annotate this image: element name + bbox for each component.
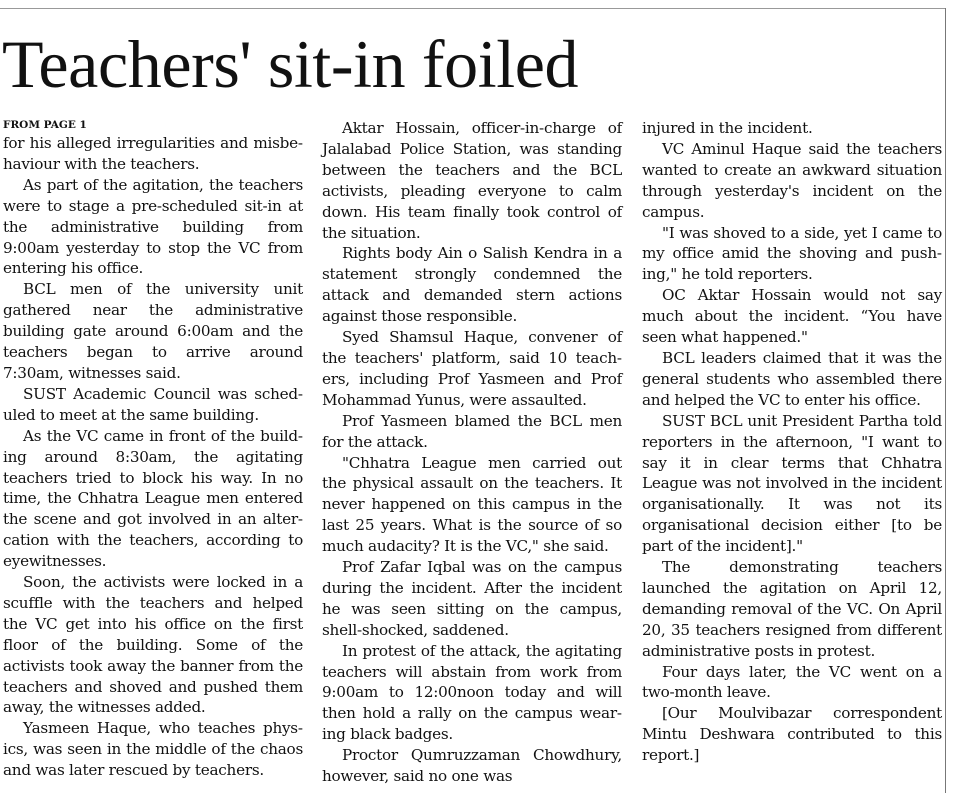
paragraph: Aktar Hossain, officer-in-charge of Jalalabad Police Station, was standing between the teachers and the BCL activists, pleading everyone to calm down. His team finally took control of the situation. xyxy=(322,119,622,242)
paragraph: Syed Shamsul Haque, convener of the teachers' platform, said 10 teachers, including Prof Yasmeen and Prof Mohammad Yunus, were assaulted. xyxy=(322,328,622,409)
article-column-3 xyxy=(642,118,942,766)
paragraph: As part of the agitation, the teachers were to stage a pre-scheduled sit-in at the administrative building from 9:00am yesterday to stop the VC from entering his office. xyxy=(3,175,303,278)
headline: Teachers' sit-in foiled xyxy=(2,26,579,102)
paragraph: Soon, the activists were locked in a scuffle with the teachers and helped the VC get into his office on the first floor of the building. Some of the activists took away the banner from the teachers and shoved and pushed them away, the witnesses added. xyxy=(3,573,303,717)
paragraph: In protest of the attack, the agitating teachers will abstain from work from 9:00am to 12:00noon today and will then hold a rally on the campus wearing black badges. xyxy=(322,641,622,744)
paragraph: Rights body Ain o Salish Kendra in a statement strongly condemned the attack and demanded stern actions against those responsible. xyxy=(322,244,622,326)
paragraph: injured in the incident. xyxy=(642,119,813,137)
paragraph: Four days later, the VC went on a two-month leave. xyxy=(642,662,942,702)
paragraph: VC Aminul Haque said the teachers wanted to create an awkward situation through yesterday's incident on the campus. xyxy=(642,139,942,221)
paragraph: Proctor Qumruzzaman Chowdhury, however, said no one was xyxy=(322,746,622,786)
paragraph: Prof Zafar Iqbal was on the campus during the incident. After the incident he was seen sitting on the campus, shell-shocked, saddened. xyxy=(322,558,622,639)
article-column-1 xyxy=(3,118,303,781)
paragraph: Yasmeen Haque, who teaches physics, was seen in the middle of the chaos and was later rescued by teachers. xyxy=(3,719,303,780)
paragraph: As the VC came in front of the building around 8:30am, the agitating teachers tried to block his way. In no time, the Chhatra League men entered the scene and got involved in an altercation with the teachers, according to eyewitnesses. xyxy=(3,426,303,571)
paragraph: OC Aktar Hossain would not say much about the incident. “You have seen what happened." xyxy=(642,286,942,347)
paragraph: for his alleged irregularities and misbehaviour with the teachers. xyxy=(3,134,303,173)
paragraph: Prof Yasmeen blamed the BCL men for the attack. xyxy=(322,411,622,451)
paragraph: SUST BCL unit President Partha told reporters in the afternoon, "I want to say it in clear terms that Chhatra League was not involved in the incident organisationally. It was not its organisational decision either [to be part of the incident]." xyxy=(642,411,942,556)
paragraph: "Chhatra League men carried out the physical assault on the teachers. It never happened on this campus in the last 25 years. What is the source of so much audacity? It is the VC," she said. xyxy=(322,453,622,556)
article-column-2 xyxy=(322,118,622,787)
paragraph: [Our Moulvibazar correspondent Mintu Deshwara contributed to this report.] xyxy=(642,704,942,765)
paragraph: BCL leaders claimed that it was the general students who assembled there and helped the VC to enter his office. xyxy=(642,348,942,409)
column-rule xyxy=(945,8,946,793)
paragraph: BCL men of the university unit gathered near the administrative building gate around 6:00am and the teachers began to arrive around 7:30am, witnesses said. xyxy=(3,280,303,382)
paragraph: SUST Academic Council was scheduled to meet at the same building. xyxy=(3,384,303,424)
continued-from-label: FROM PAGE 1 xyxy=(3,119,87,131)
paragraph: "I was shoved to a side, yet I came to my office amid the shoving and pushing," he told reporters. xyxy=(642,223,942,284)
top-rule xyxy=(0,8,945,9)
paragraph: The demonstrating teachers launched the agitation on April 12, demanding removal of the VC. On April 20, 35 teachers resigned from different administrative posts in protest. xyxy=(642,558,942,660)
